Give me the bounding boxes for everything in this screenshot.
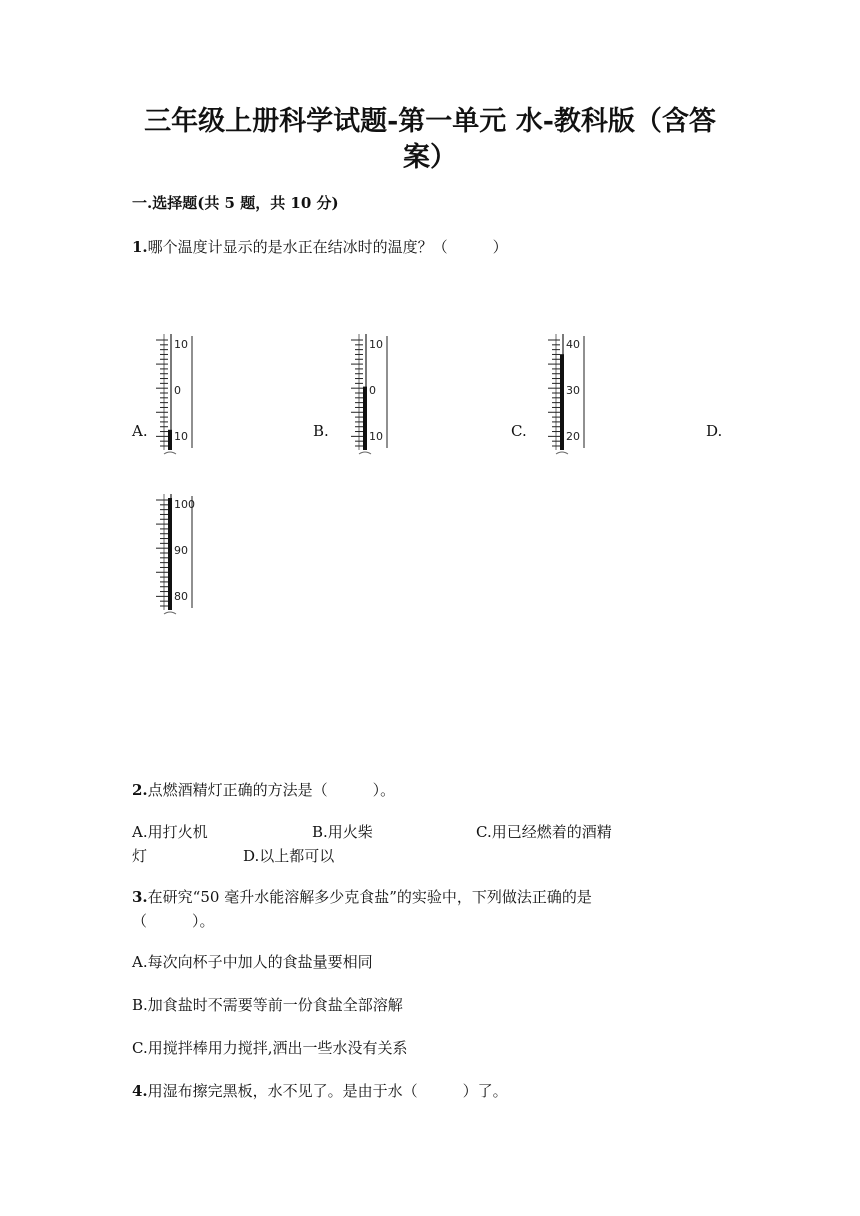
thermometer-d-figure [146, 490, 198, 618]
thermometer-tick-label: 10 [174, 430, 188, 443]
thermometer-a [146, 330, 198, 458]
question-2 [132, 779, 395, 800]
question-1-text: 哪个温度计显示的是水正在结冰时的温度？（ ） [147, 238, 508, 256]
thermometer-tick-label: 20 [566, 430, 580, 443]
question-3-number: 3. [132, 888, 148, 906]
thermometer-tick-label: 30 [566, 384, 580, 397]
thermometer-bulb [164, 612, 176, 614]
question-3-text-line1: 在研究“50 毫升水能溶解多少克食盐”的实验中，下列做法正确的是 [147, 888, 592, 906]
option-c-label: C. [511, 422, 527, 440]
thermometer-liquid [363, 387, 367, 450]
question-3-text-line2: （ ）。 [132, 912, 215, 930]
question-1-number: 1. [132, 238, 148, 256]
thermometer-tick-label: 10 [174, 338, 188, 351]
question-2-option-c: C.用已经燃着的酒精 [476, 823, 612, 841]
thermometer-d [146, 490, 198, 618]
option-a-label: A. [132, 422, 148, 440]
question-2-option-c-cont: 灯 [132, 847, 148, 865]
question-3-option-b: B.加食盐时不需要等前一份食盐全部溶解 [132, 996, 403, 1014]
question-2-option-a: A.用打火机 [132, 823, 208, 841]
section-heading: 一.选择题(共 5 题，共 10 分) [132, 194, 339, 212]
thermometer-bulb [359, 452, 371, 454]
thermometer-a-figure [146, 330, 198, 458]
page-title-line2: 案） [403, 142, 457, 173]
question-3-option-c: C.用搅拌棒用力搅拌,洒出一些水没有关系 [132, 1039, 408, 1057]
thermometer-bulb [164, 452, 176, 454]
thermometer-tick-label: 0 [369, 384, 376, 397]
option-b-label: B. [313, 422, 329, 440]
thermometer-tick-label: 0 [174, 384, 181, 397]
question-3 [132, 886, 592, 907]
thermometer-liquid [168, 430, 172, 450]
page-title-line1: 三年级上册科学试题-第一单元 水-教科版（含答 [144, 106, 716, 137]
thermometer-tick-label: 100 [174, 498, 195, 511]
option-d-label: D. [706, 422, 723, 440]
question-4-number: 4. [132, 1082, 148, 1100]
question-4 [132, 1080, 508, 1101]
question-2-option-b: B.用火柴 [312, 823, 373, 841]
thermometer-c-figure [538, 330, 590, 458]
thermometer-tick-label: 10 [369, 430, 383, 443]
thermometer-tick-label: 40 [566, 338, 580, 351]
thermometer-tick-label: 10 [369, 338, 383, 351]
thermometer-tick-label: 90 [174, 544, 188, 557]
thermometer-c [538, 330, 590, 458]
thermometer-tick-label: 80 [174, 590, 188, 603]
thermometer-liquid [168, 498, 172, 610]
question-2-number: 2. [132, 781, 148, 799]
question-3-option-a: A.每次向杯子中加人的食盐量要相同 [132, 953, 373, 971]
thermometer-liquid [560, 354, 564, 450]
question-1 [132, 236, 508, 257]
question-4-text: 用湿布擦完黑板，水不见了。是由于水（ ）了。 [147, 1082, 508, 1100]
question-2-option-d: D.以上都可以 [243, 847, 335, 865]
thermometer-bulb [556, 452, 568, 454]
thermometer-b [341, 330, 393, 458]
thermometer-b-figure [341, 330, 393, 458]
question-2-text: 点燃酒精灯正确的方法是（ ）。 [147, 781, 396, 799]
